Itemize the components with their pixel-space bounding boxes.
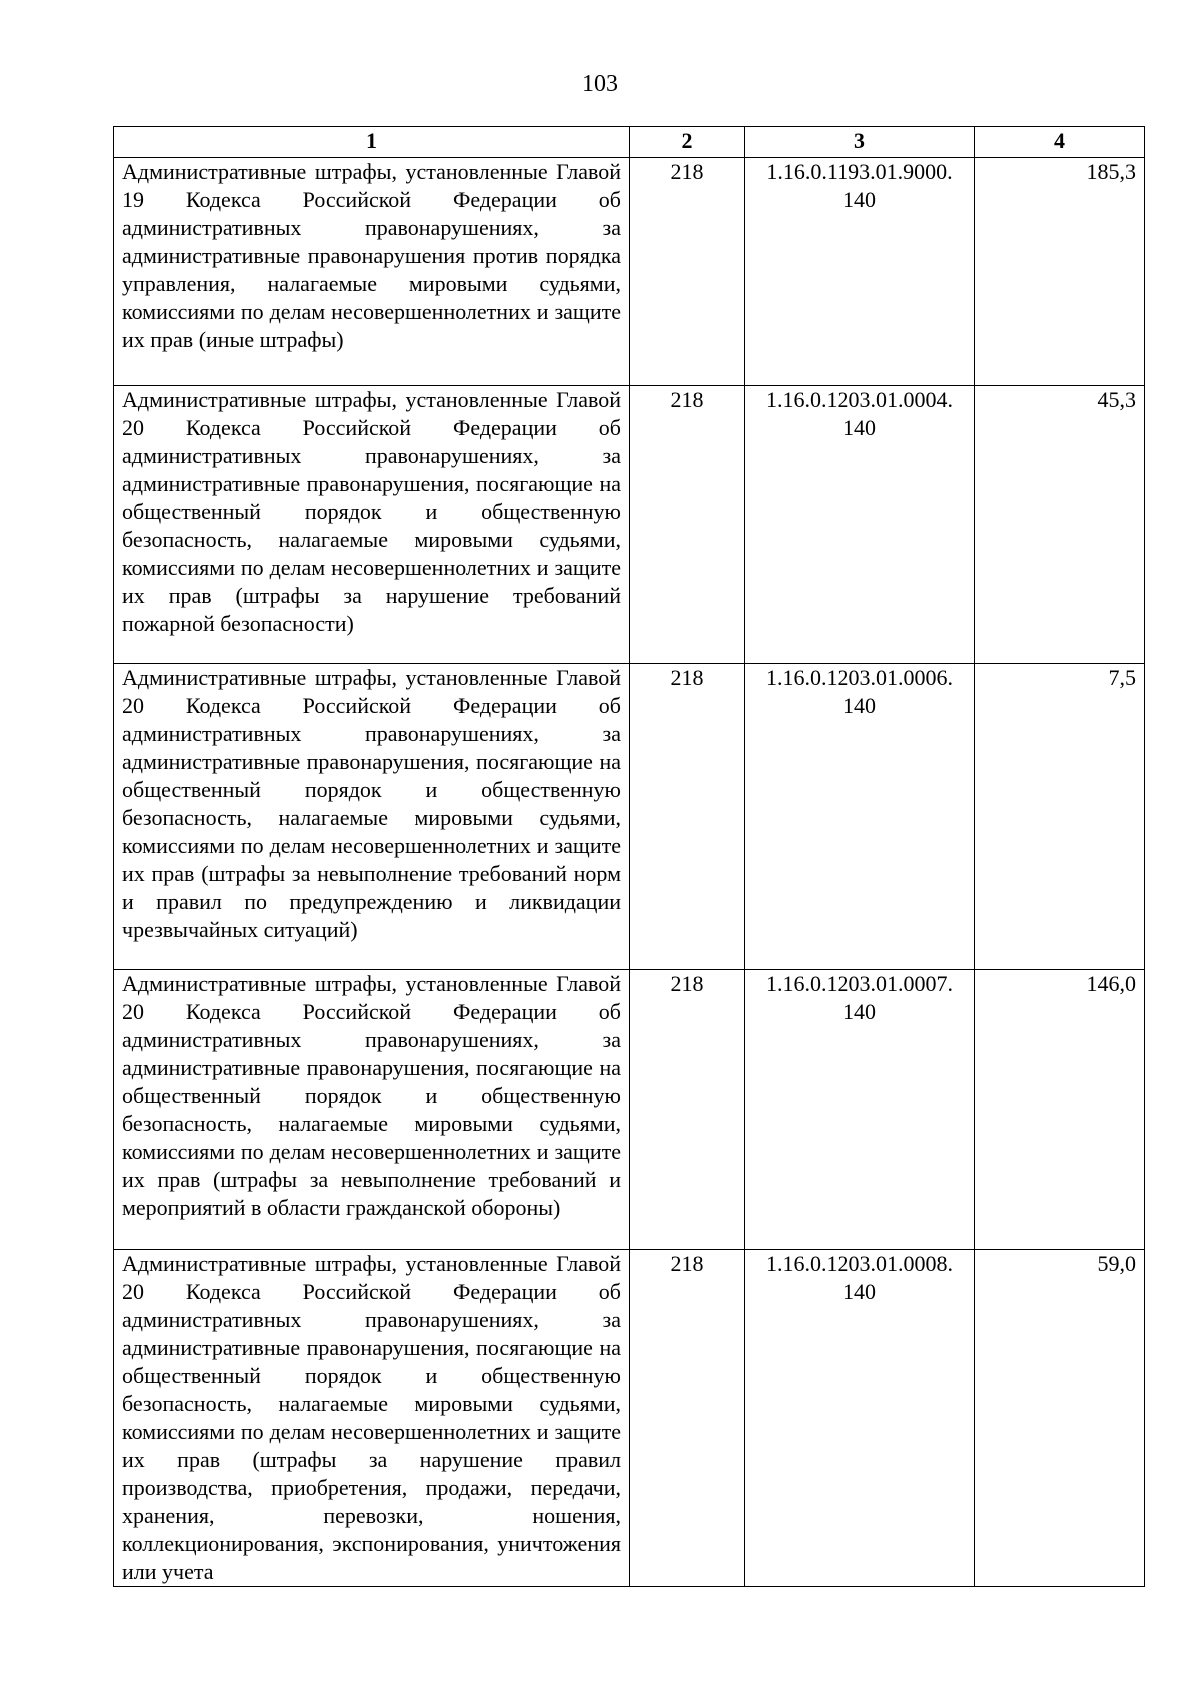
row-description: Административные штрафы, установленные Главой 20 Кодекса Российской Федерации об административных правонарушениях, за административные правонарушения, посягающие на общественный порядок и общественную безопасность, налагаемые мировыми судьями, комиссиями по делам несовершеннолетних и защите их прав (штрафы за нарушение требований пожарной безопасности) <box>114 386 630 664</box>
row-classification-code <box>745 1250 975 1587</box>
classification-code-line1: 1.16.0.1203.01.0007. <box>766 971 953 996</box>
classification-code-line1: 1.16.0.1203.01.0008. <box>766 1251 953 1276</box>
table-row <box>114 386 1145 664</box>
row-classification-code <box>745 970 975 1250</box>
classification-code-line1: 1.16.0.1203.01.0004. <box>766 387 953 412</box>
page-number: 103 <box>582 71 618 97</box>
table-row <box>114 1250 1145 1587</box>
classification-code-line1: 1.16.0.1203.01.0006. <box>766 665 953 690</box>
row-admin-code: 218 <box>630 970 745 1250</box>
table-row <box>114 970 1145 1250</box>
column-header-1: 1 <box>114 127 630 158</box>
row-description: Административные штрафы, установленные Главой 20 Кодекса Российской Федерации об административных правонарушениях, за административные правонарушения, посягающие на общественный порядок и общественную безопасность, налагаемые мировыми судьями, комиссиями по делам несовершеннолетних и защите их прав (штрафы за невыполнение требований и мероприятий в области гражданской обороны) <box>114 970 630 1250</box>
row-classification-code <box>745 664 975 970</box>
row-admin-code: 218 <box>630 664 745 970</box>
table-row <box>114 664 1145 970</box>
revenue-table <box>113 126 1145 1587</box>
row-amount: 7,5 <box>975 664 1145 970</box>
row-description: Административные штрафы, установленные Главой 19 Кодекса Российской Федерации об административных правонарушениях, за административные правонарушения против порядка управления, налагаемые мировыми судьями, комиссиями по делам несовершеннолетних и защите их прав (иные штрафы) <box>114 158 630 386</box>
row-amount: 59,0 <box>975 1250 1145 1587</box>
column-header-4: 4 <box>975 127 1145 158</box>
classification-code-line2: 140 <box>843 415 876 440</box>
column-header-2: 2 <box>630 127 745 158</box>
column-header-3: 3 <box>745 127 975 158</box>
row-admin-code: 218 <box>630 1250 745 1587</box>
table-row <box>114 158 1145 386</box>
row-description: Административные штрафы, установленные Главой 20 Кодекса Российской Федерации об административных правонарушениях, за административные правонарушения, посягающие на общественный порядок и общественную безопасность, налагаемые мировыми судьями, комиссиями по делам несовершеннолетних и защите их прав (штрафы за невыполнение требований норм и правил по предупреждению и ликвидации чрезвычайных ситуаций) <box>114 664 630 970</box>
classification-code-line2: 140 <box>843 187 876 212</box>
row-amount: 185,3 <box>975 158 1145 386</box>
classification-code-line2: 140 <box>843 693 876 718</box>
row-admin-code: 218 <box>630 386 745 664</box>
row-amount: 146,0 <box>975 970 1145 1250</box>
row-description: Административные штрафы, установленные Главой 20 Кодекса Российской Федерации об административных правонарушениях, за административные правонарушения, посягающие на общественный порядок и общественную безопасность, налагаемые мировыми судьями, комиссиями по делам несовершеннолетних и защите их прав (штрафы за нарушение правил производства, приобретения, продажи, передачи, хранения, перевозки, ношения, коллекционирования, экспонирования, уничтожения или учета <box>114 1250 630 1587</box>
classification-code-line1: 1.16.0.1193.01.9000. <box>766 159 953 184</box>
row-amount: 45,3 <box>975 386 1145 664</box>
row-classification-code <box>745 386 975 664</box>
table-header-row <box>114 127 1145 158</box>
row-classification-code <box>745 158 975 386</box>
classification-code-line2: 140 <box>843 1279 876 1304</box>
row-admin-code: 218 <box>630 158 745 386</box>
classification-code-line2: 140 <box>843 999 876 1024</box>
